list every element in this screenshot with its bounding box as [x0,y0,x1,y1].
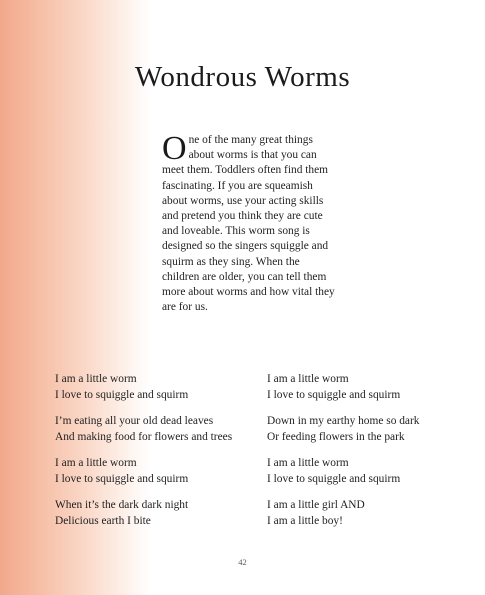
poem-column-left [55,372,255,540]
poem-line: I am a little girl AND [267,499,365,511]
poem-line: Down in my earthy home so dark [267,415,420,427]
poem-line: Or feeding flowers in the park [267,430,405,443]
poem-line: I am a little worm [55,457,137,469]
intro-text: ne of the many great things about worms is that you can meet them. Toddlers often find them fascinating. If you are squeamish about worms, use your acting skills and pretend you think they are cute and loveable. This worm song is designed so the singers squiggle and squirm as they sing. When the children are older, you can tell them more about worms and how vital they are for us. [162,134,335,314]
poem-line: And making food for flowers and trees [55,430,233,443]
poem-line: I love to squiggle and squirm [267,388,401,401]
stanza [55,456,255,487]
page-title: Wondrous Worms [134,61,351,94]
poem-line: I am a little worm [267,373,349,385]
stanza [267,456,457,487]
stanza [267,414,457,445]
poem-line: I am a little boy! [267,514,343,527]
stanza [267,372,457,403]
poem-line: I’m eating all your old dead leaves [55,415,214,427]
page-number: 42 [238,557,247,567]
poem-column-right [267,372,457,540]
stanza [267,498,457,529]
poem-line: I am a little worm [267,457,349,469]
stanza [55,414,255,445]
stanza [55,498,255,529]
poem-line: I love to squiggle and squirm [55,388,189,401]
poem-line: I love to squiggle and squirm [267,472,401,485]
poem-line: I am a little worm [55,373,137,385]
stanza [55,372,255,403]
poem-line: When it’s the dark dark night [55,499,189,511]
poem-line: I love to squiggle and squirm [55,472,189,485]
drop-cap: O [162,130,187,167]
intro-paragraph [162,130,337,315]
poem-line: Delicious earth I bite [55,514,151,527]
